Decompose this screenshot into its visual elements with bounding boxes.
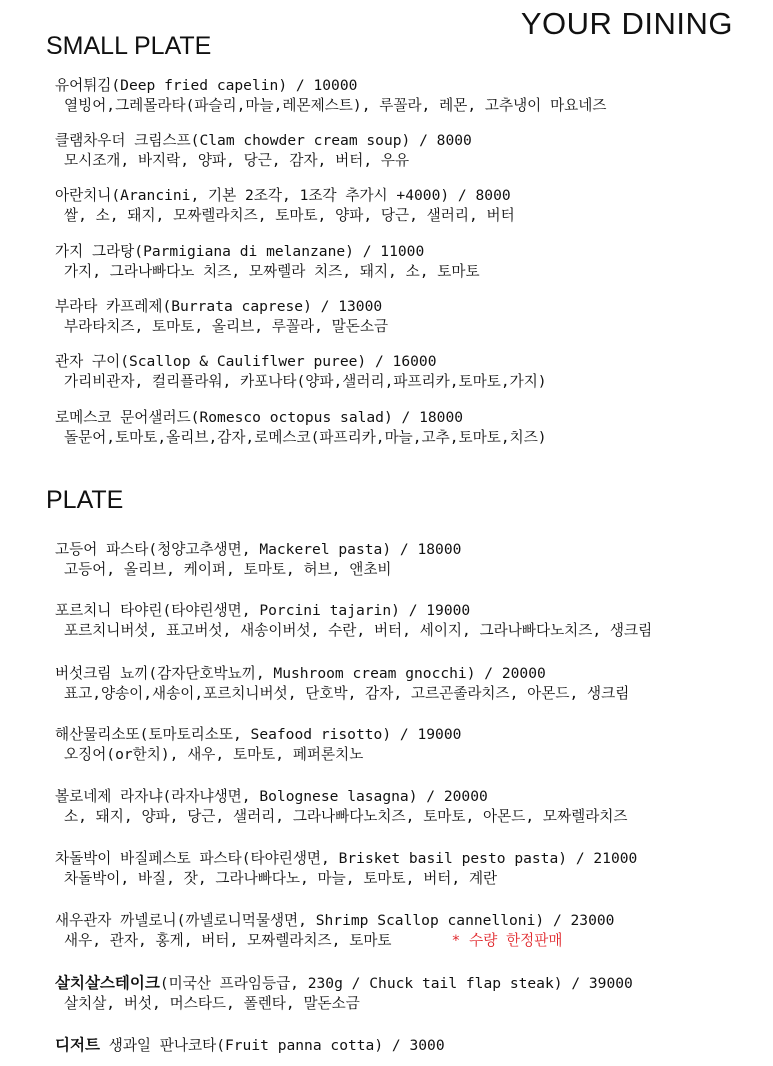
dish-detail: (Arancini, 기본 2조각, 1조각 추가시 +4000) / 8000 [111,187,511,204]
dish-detail: (감자단호박뇨끼, Mushroom cream gnocchi) / 20000 [148,665,546,682]
dish-ingredients: 오징어(or한치), 새우, 토마토, 페퍼론치노 [64,746,364,763]
dessert-item [55,1035,755,1056]
dish-detail: (라자냐생면, Bolognese lasagna) / 20000 [162,788,488,805]
dish-detail: (타야린생면, Porcini tajarin) / 19000 [162,602,471,619]
menu-item [55,849,755,889]
dish-ingredients: 표고,양송이,새송이,포르치니버섯, 단호박, 감자, 고르곤졸라치즈, 아몬드, 생크림 [64,685,630,702]
dish-name: 클램차우더 크림스프 [55,132,191,149]
dish-detail: (청양고추생면, Mackerel pasta) / 18000 [148,541,462,558]
dish-detail: (Scallop & Cauliflwer puree) / 16000 [120,353,437,370]
dish-ingredients [64,931,755,951]
dish-ingredients: 살치살, 버섯, 머스타드, 폴렌타, 말돈소금 [64,995,360,1012]
dish-detail: (타야린생면, Brisket basil pesto pasta) / 21000 [241,850,638,867]
menu-item [55,76,755,116]
dish-name: 가지 그라탕 [55,243,135,260]
dish-detail: (까넬로니먹물생면, Shrimp Scallop cannelloni) / 23000 [176,912,615,929]
dish-ingredients-text: 새우, 관자, 홍게, 버터, 모짜렐라치즈, 토마토 [64,932,392,949]
small-plate-heading: SMALL PLATE [46,32,212,60]
dish-detail: (Deep fried capelin) / 10000 [111,77,358,94]
dish-ingredients: 소, 돼지, 양파, 당근, 샐러리, 그라나빠다노치즈, 토마토, 아몬드, 모짜렐라치즈 [64,808,628,825]
plate-heading: PLATE [46,486,124,514]
menu-item [55,601,755,641]
limited-quantity-note: * 수량 한정판매 [451,932,563,949]
dish-name: 새우관자 까넬로니 [55,912,177,929]
dessert-label: 디저트 [55,1036,100,1054]
dish-name: 유어튀김 [55,77,112,94]
page-title: YOUR DINING [520,6,733,41]
dish-ingredients: 쌀, 소, 돼지, 모짜렐라치즈, 토마토, 양파, 당근, 샐러리, 버터 [64,207,515,224]
dessert-detail: 생과일 판나코타(Fruit panna cotta) / 3000 [108,1037,445,1054]
menu-item [55,297,755,337]
dish-detail: (미국산 프라임등급, 230g / Chuck tail flap steak) / 39000 [159,975,633,992]
dish-detail: (Parmigiana di melanzane) / 11000 [134,243,425,260]
menu-item [55,408,755,448]
dish-name: 포르치니 타야린 [55,602,163,619]
dish-name: 아란치니 [55,187,112,204]
dish-name: 로메스코 문어샐러드 [55,409,191,426]
dish-ingredients: 가리비관자, 컬리플라워, 카포나타(양파,샐러리,파프리카,토마토,가지) [64,373,547,390]
menu-item [55,911,755,951]
dish-name: 관자 구이 [55,353,121,370]
dish-ingredients: 모시조개, 바지락, 양파, 당근, 감자, 버터, 우유 [64,152,410,169]
dish-name: 부라타 카프레제 [55,298,163,315]
menu-item [55,352,755,392]
menu-item [55,540,755,580]
menu-item [55,787,755,827]
menu-item [55,725,755,765]
dish-ingredients: 고등어, 올리브, 케이퍼, 토마토, 허브, 앤초비 [64,561,392,578]
menu-item [55,664,755,704]
menu-item [55,242,755,282]
dish-detail: (토마토리소또, Seafood risotto) / 19000 [139,726,462,743]
dish-detail: (Clam chowder cream soup) / 8000 [190,132,472,149]
dish-name: 버섯크림 뇨끼 [55,665,149,682]
dish-name: 해산물리소또 [55,726,140,743]
dish-name: 볼로네제 라자냐 [55,788,163,805]
dish-ingredients: 돌문어,토마토,올리브,감자,로메스코(파프리카,마늘,고추,토마토,치즈) [64,429,547,446]
dish-detail: (Burrata caprese) / 13000 [162,298,383,315]
menu-item [55,973,755,1014]
dish-name: 살치살스테이크 [55,974,160,992]
dish-ingredients: 포르치니버섯, 표고버섯, 새송이버섯, 수란, 버터, 세이지, 그라나빠다노치즈, 생크림 [64,622,653,639]
menu-item [55,186,755,226]
dish-name: 차돌박이 바질페스토 파스타 [55,850,242,867]
dish-name: 고등어 파스타 [55,541,149,558]
dish-ingredients: 차돌박이, 바질, 잣, 그라나빠다노, 마늘, 토마토, 버터, 계란 [64,870,498,887]
dish-detail: (Romesco octopus salad) / 18000 [190,409,464,426]
dish-ingredients: 부라타치즈, 토마토, 올리브, 루꼴라, 말돈소금 [64,318,389,335]
menu-item [55,131,755,171]
dish-ingredients: 가지, 그라나빠다노 치즈, 모짜렐라 치즈, 돼지, 소, 토마토 [64,263,480,280]
dish-ingredients: 열빙어,그레몰라타(파슬리,마늘,레몬제스트), 루꼴라, 레몬, 고추냉이 마요네즈 [64,97,607,114]
